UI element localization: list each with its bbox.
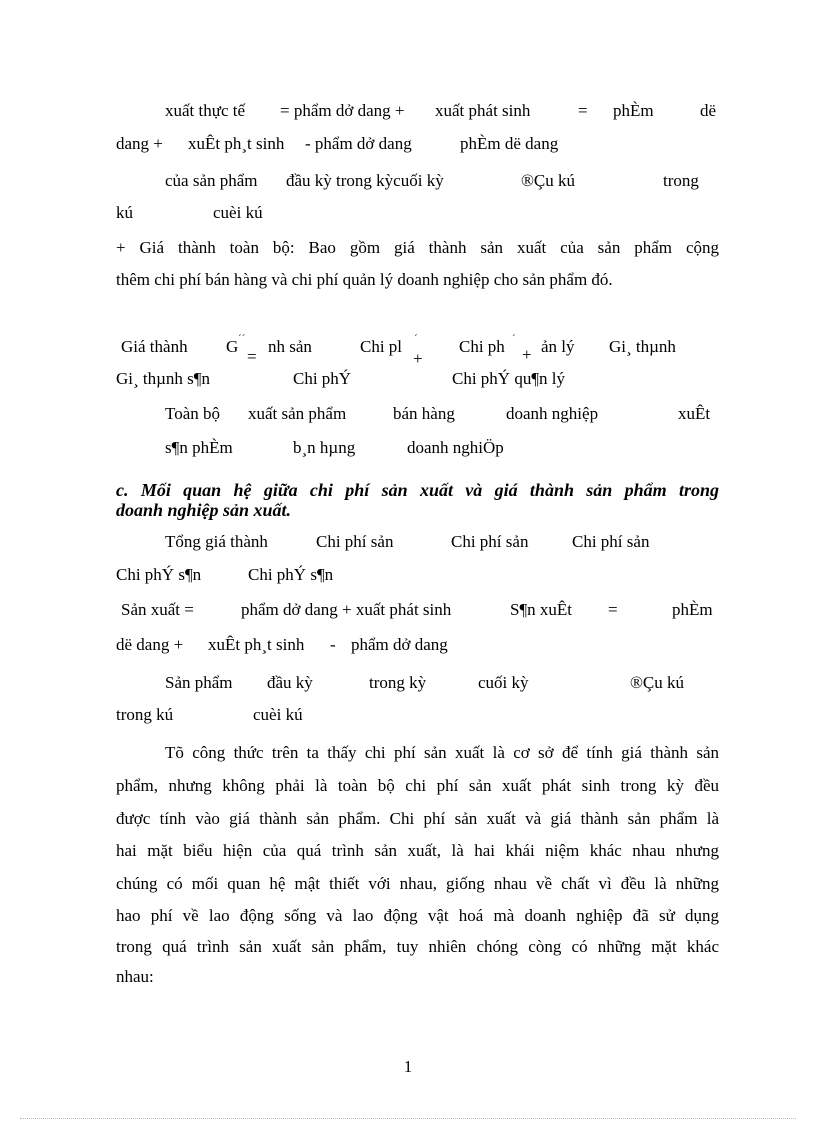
- formula-operator: =: [608, 600, 618, 619]
- formula-term: xuÊt ph¸t sinh: [188, 134, 285, 153]
- formula-term: phẩm dở dang: [351, 635, 448, 654]
- formula-term: phÈm: [613, 101, 654, 120]
- formula-term: xuất thực tế: [165, 101, 246, 120]
- formula-term: Chi phÝ qu¶n lý: [452, 369, 566, 388]
- formula-term: Chi phí sản: [572, 532, 650, 551]
- paragraph-line: chúng có mối quan hệ mật thiết với nhau, giống nhau về chất vì đều là những: [116, 874, 719, 893]
- formula-term: dang +: [116, 134, 163, 153]
- paragraph-line: nhau:: [116, 967, 154, 986]
- formula-term: Chi ph: [459, 337, 505, 356]
- formula-term: G: [226, 337, 239, 356]
- paragraph-line: hao phí về lao động sống và lao động vật hoá mà doanh nghiệp đã sử dụng: [116, 906, 719, 925]
- formula-term: xuất sản phẩm: [248, 404, 347, 423]
- formula-term: doanh nghiÖp: [407, 438, 504, 457]
- formula-term: Chi phÝ s¶n: [248, 565, 334, 584]
- formula-term: phÈm: [672, 600, 713, 619]
- formula-operator: =: [247, 347, 257, 366]
- formula-term: trong kỳ: [369, 673, 427, 692]
- section-heading: c. Mối quan hệ giữa chi phí sản xuất và giá thành sản phẩm trong: [116, 480, 719, 500]
- formula-term: Gi¸ thµnh s¶n: [116, 369, 210, 388]
- paragraph-line: hai mặt biểu hiện của quá trình sản xuất, là hai khái niệm khác nhau nhưng: [116, 841, 719, 860]
- formula-term: Sản xuất =: [121, 600, 194, 619]
- formula-term: cuối kỳ: [478, 673, 529, 692]
- formula-term: xuất phát sinh: [435, 101, 531, 120]
- paragraph-line: thêm chi phí bán hàng và chi phí quản lý doanh nghiệp cho sản phẩm đó.: [116, 270, 613, 289]
- paragraph-line: phẩm, nhưng không phải là toàn bộ chi phí sản xuất phát sinh trong kỳ đều: [116, 776, 719, 795]
- paragraph-line: được tính vào giá thành sản phẩm. Chi phí sản xuất và giá thành sản phẩm là: [116, 809, 719, 828]
- formula-fragment: ´´: [238, 333, 246, 345]
- formula-term: b¸n hµng: [293, 438, 356, 457]
- formula-term: bán hàng: [393, 404, 455, 423]
- formula-term: phÈm dë dang: [460, 134, 559, 153]
- formula-operator: =: [578, 101, 588, 120]
- formula-term: doanh nghiệp: [506, 404, 599, 423]
- formula-term: kú: [116, 203, 133, 222]
- formula-term: Gi¸ thµnh: [609, 337, 676, 356]
- section-heading-continued: doanh nghiệp sản xuất.: [116, 500, 292, 520]
- page-bottom-rule: [20, 1118, 796, 1119]
- paragraph-line: trong quá trình sản xuất sản phẩm, tuy nhiên chóng còng có những mặt khác: [116, 937, 719, 956]
- formula-term: = phẩm dở dang +: [280, 101, 405, 120]
- formula-term: S¶n xuÊt: [510, 600, 573, 619]
- formula-term: trong kú: [116, 705, 174, 724]
- formula-term: cuèi kú: [253, 705, 303, 724]
- formula-term: Sản phẩm: [165, 673, 233, 692]
- formula-term: Chi phÝ: [293, 369, 352, 388]
- paragraph-line: Tõ công thức trên ta thấy chi phí sản xuất là cơ sở để tính giá thành sản: [165, 743, 719, 762]
- formula-term: Chi phí sản: [451, 532, 529, 551]
- formula-term: đầu kỳ: [267, 673, 313, 692]
- formula-term: Chi phí sản: [316, 532, 394, 551]
- formula-term: Toàn bộ: [165, 404, 220, 423]
- formula-term: Giá thành: [121, 337, 188, 356]
- formula-term: dë: [700, 101, 717, 120]
- formula-fragment: ´: [512, 333, 516, 345]
- formula-term: xuÊt: [678, 404, 711, 423]
- formula-operator: +: [413, 349, 423, 368]
- formula-term: ®Çu kú: [521, 171, 576, 190]
- formula-operator: +: [522, 345, 532, 364]
- formula-term: dë dang +: [116, 635, 184, 654]
- formula-fragment: ´: [414, 333, 418, 345]
- paragraph-line: + Giá thành toàn bộ: Bao gồm giá thành sản xuất của sản phẩm cộng: [116, 238, 719, 257]
- formula-term: s¶n phÈm: [165, 438, 233, 457]
- formula-operator: -: [330, 635, 336, 654]
- formula-term: ®Çu kú: [630, 673, 685, 692]
- formula-term: Chi phÝ s¶n: [116, 565, 202, 584]
- page-number: 1: [403, 1057, 413, 1076]
- formula-term: Chi pl: [360, 337, 403, 356]
- formula-term: đầu kỳ trong kỳcuối kỳ: [286, 171, 444, 190]
- formula-term: - phẩm dở dang: [305, 134, 412, 153]
- formula-term: ản lý: [541, 337, 575, 356]
- formula-term: xuÊt ph¸t sinh: [208, 635, 305, 654]
- formula-term: Tổng giá thành: [165, 532, 268, 551]
- formula-term: phẩm dở dang + xuất phát sinh: [241, 600, 452, 619]
- formula-term: cuèi kú: [213, 203, 263, 222]
- formula-term: trong: [663, 171, 699, 190]
- formula-term: của sản phẩm: [165, 171, 258, 190]
- formula-term: nh sản: [268, 337, 312, 356]
